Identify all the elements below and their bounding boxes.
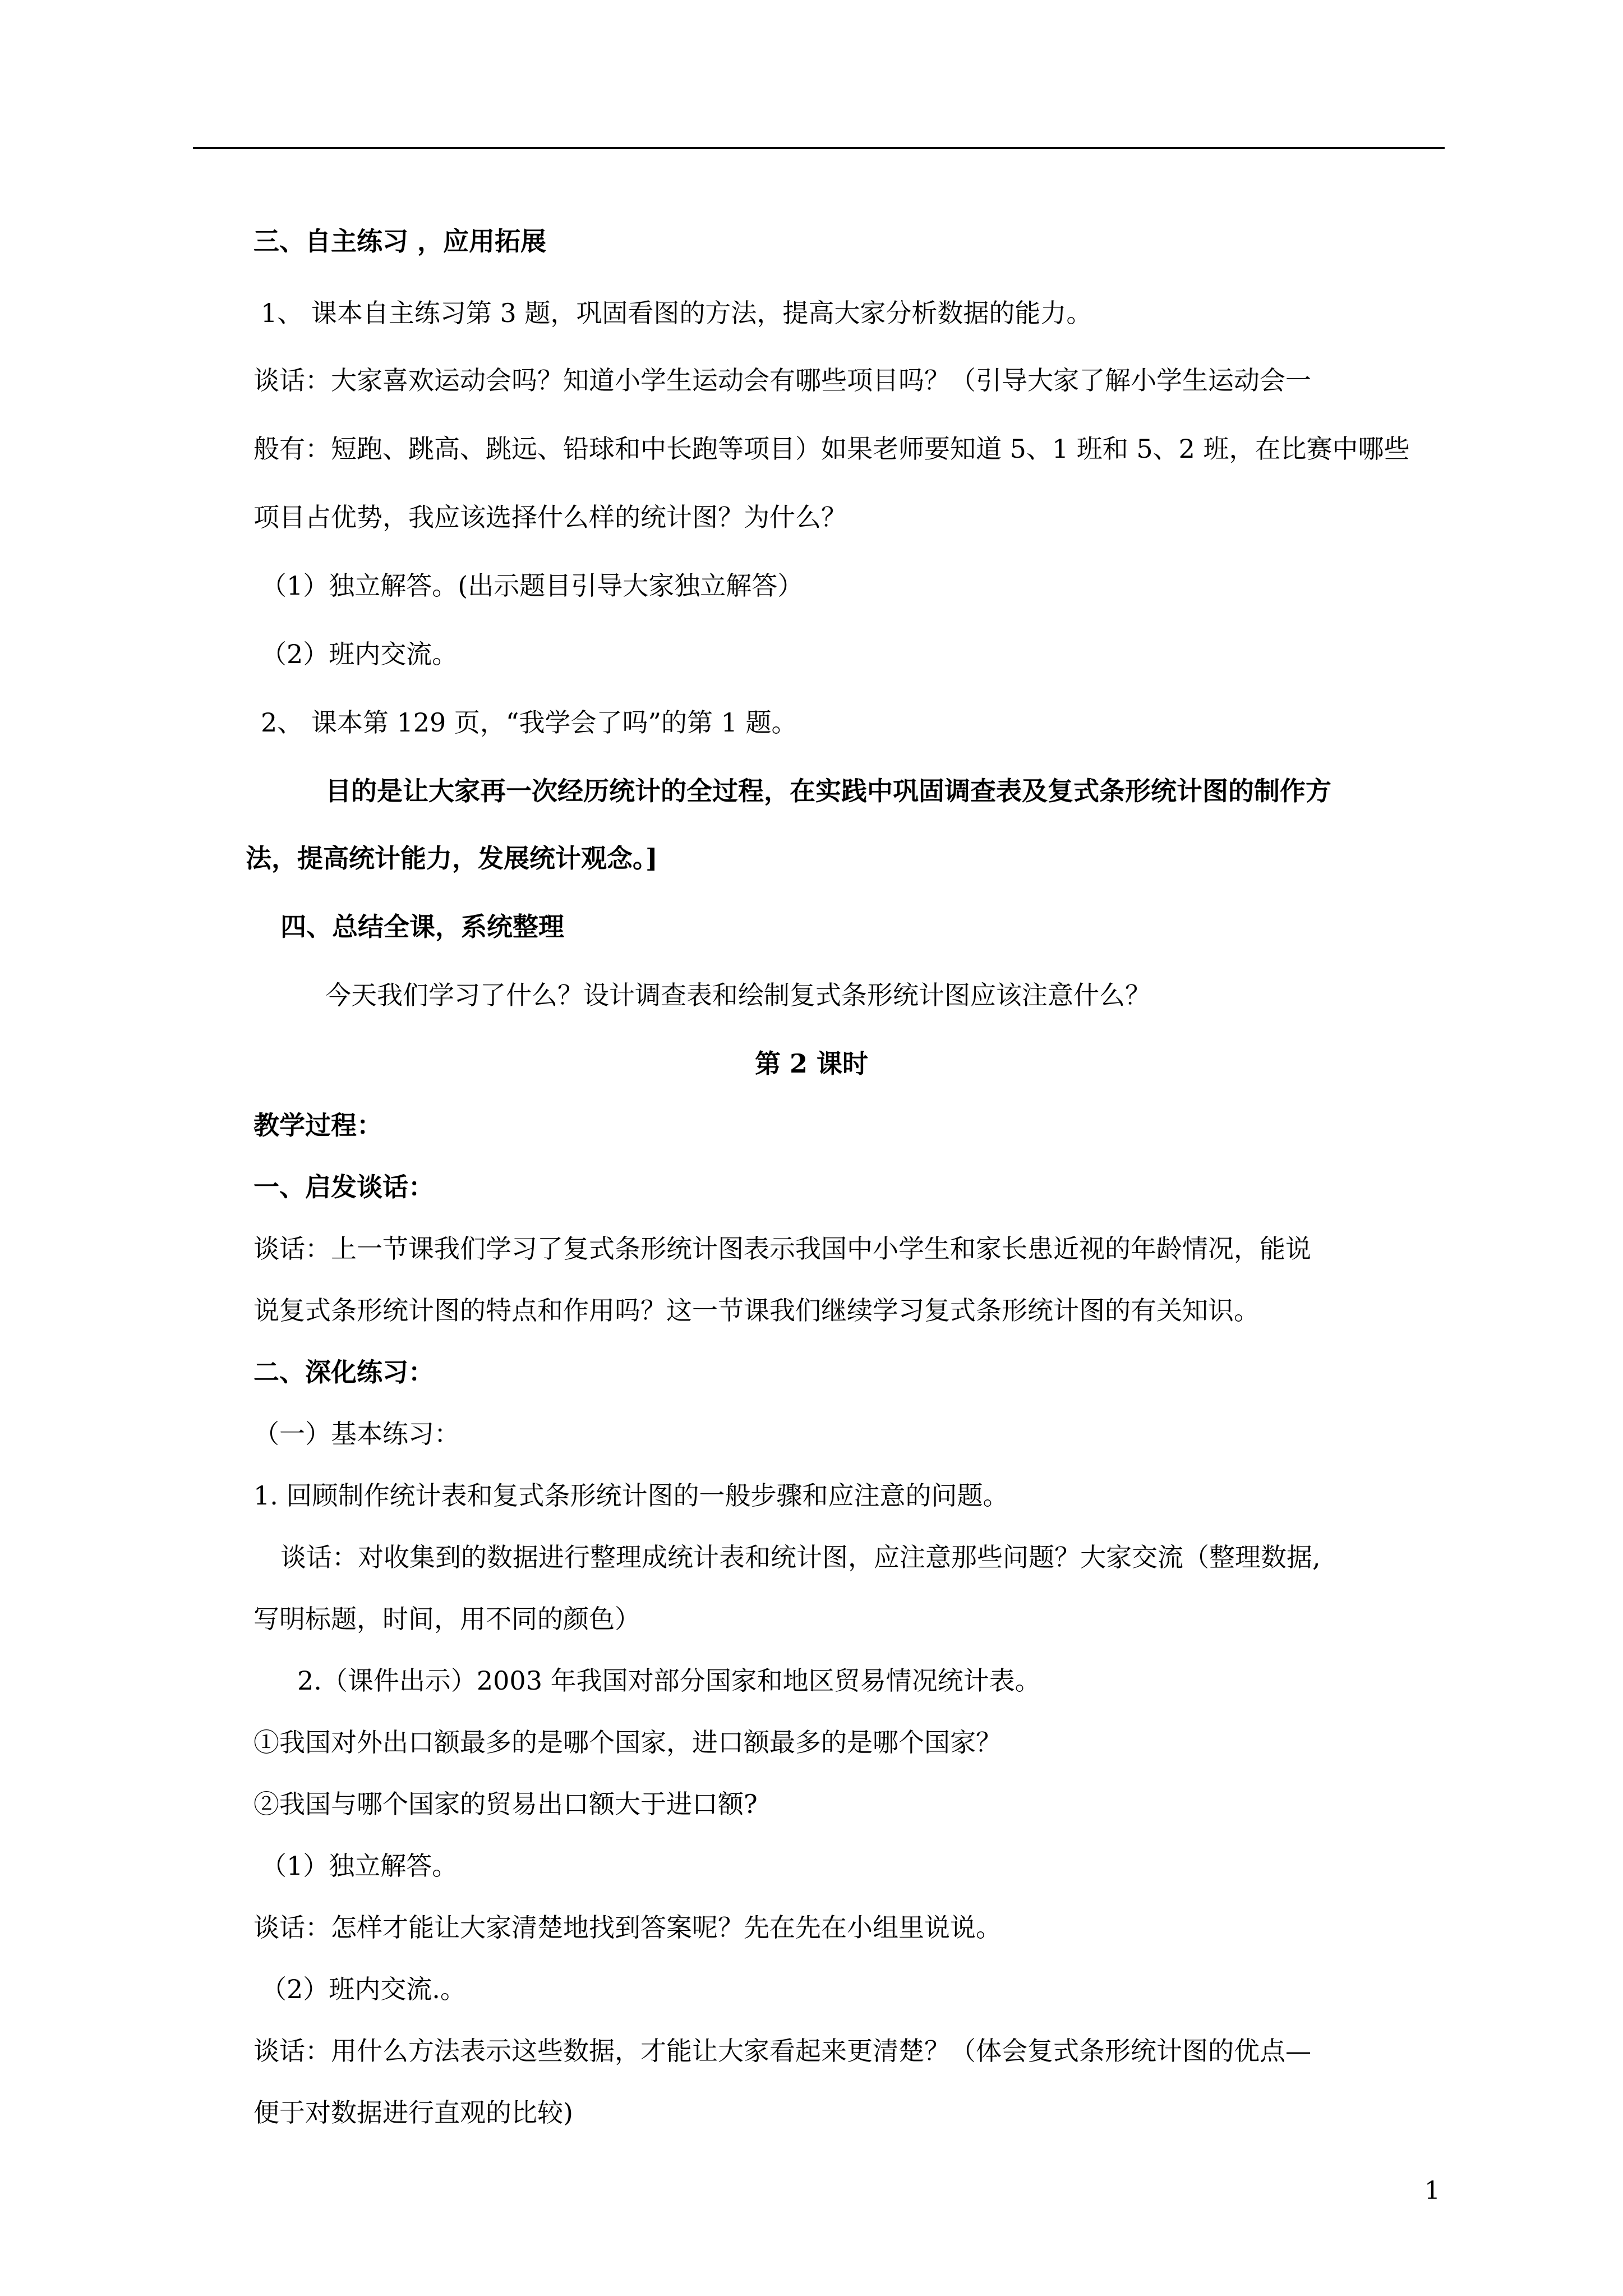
paragraph-line: 谈话：对收集到的数据进行整理成统计表和统计图，应注意那些问题？大家交流（整理数据, xyxy=(280,1542,1321,1572)
paragraph-line: （一）基本练习： xyxy=(253,1419,460,1449)
paragraph-line: （1）独立解答。(出示题目引导大家独立解答） xyxy=(261,570,804,601)
bold-paragraph-line: 目的是让大家再一次经历统计的全过程，在实践中巩固调查表及复式条形统计图的制作方 xyxy=(325,776,1331,806)
paragraph-line: ②我国与哪个国家的贸易出口额大于进口额? xyxy=(253,1789,758,1819)
lesson-title: 第 2 课时 xyxy=(754,1048,869,1079)
paragraph-line: 便于对数据进行直观的比较) xyxy=(253,2097,573,2128)
paragraph-line: 般有：短跑、跳高、跳远、铅球和中长跑等项目）如果老师要知道 5、1 班和 5、2 班，在比赛中哪些 xyxy=(253,434,1410,464)
paragraph-line: 写明标题，时间，用不同的颜色） xyxy=(253,1604,640,1634)
section-heading-3: 三、自主练习 ，应用拓展 xyxy=(253,226,547,256)
paragraph-line: 2.（课件出示）2003 年我国对部分国家和地区贸易情况统计表。 xyxy=(297,1665,1041,1696)
paragraph-line: 谈话：大家喜欢运动会吗？知道小学生运动会有哪些项目吗？（引导大家了解小学生运动会一 xyxy=(253,365,1311,395)
paragraph-line: 说复式条形统计图的特点和作用吗？这一节课我们继续学习复式条形统计图的有关知识。 xyxy=(253,1295,1260,1326)
paragraph-line: 谈话：怎样才能让大家清楚地找到答案呢？先在先在小组里说说。 xyxy=(253,1912,1002,1943)
paragraph-line: 1. 回顾制作统计表和复式条形统计图的一般步骤和应注意的问题。 xyxy=(253,1480,1009,1511)
header-rule xyxy=(193,147,1445,149)
paragraph-line: （2）班内交流。 xyxy=(261,639,458,669)
subheading: 教学过程： xyxy=(253,1110,382,1140)
paragraph-line: 今天我们学习了什么？设计调查表和绘制复式条形统计图应该注意什么？ xyxy=(325,980,1151,1010)
paragraph-line: 谈话：用什么方法表示这些数据，才能让大家看起来更清楚？（体会复式条形统计图的优点— xyxy=(253,2036,1311,2066)
paragraph-line: 谈话：上一节课我们学习了复式条形统计图表示我国中小学生和家长患近视的年龄情况，能说 xyxy=(253,1234,1311,1264)
bold-paragraph-line: 法，提高统计能力，发展统计观念。] xyxy=(246,843,658,873)
section-heading-4: 四、总结全课，系统整理 xyxy=(280,912,564,942)
paragraph-line: 1、 课本自主练习第 3 题，巩固看图的方法，提高大家分析数据的能力。 xyxy=(261,298,1092,328)
paragraph-line: 项目占优势，我应该选择什么样的统计图？为什么？ xyxy=(253,502,847,532)
section-heading-2: 二、深化练习： xyxy=(253,1357,434,1387)
section-heading-1: 一、启发谈话： xyxy=(253,1172,434,1202)
page-number: 1 xyxy=(1424,2177,1440,2205)
paragraph-line: ①我国对外出口额最多的是哪个国家，进口额最多的是哪个国家？ xyxy=(253,1727,1002,1757)
paragraph-line: （2）班内交流.。 xyxy=(261,1974,466,2004)
paragraph-line: （1）独立解答。 xyxy=(261,1851,458,1881)
paragraph-line: 2、 课本第 129 页，“我学会了吗”的第 1 题。 xyxy=(261,707,797,738)
